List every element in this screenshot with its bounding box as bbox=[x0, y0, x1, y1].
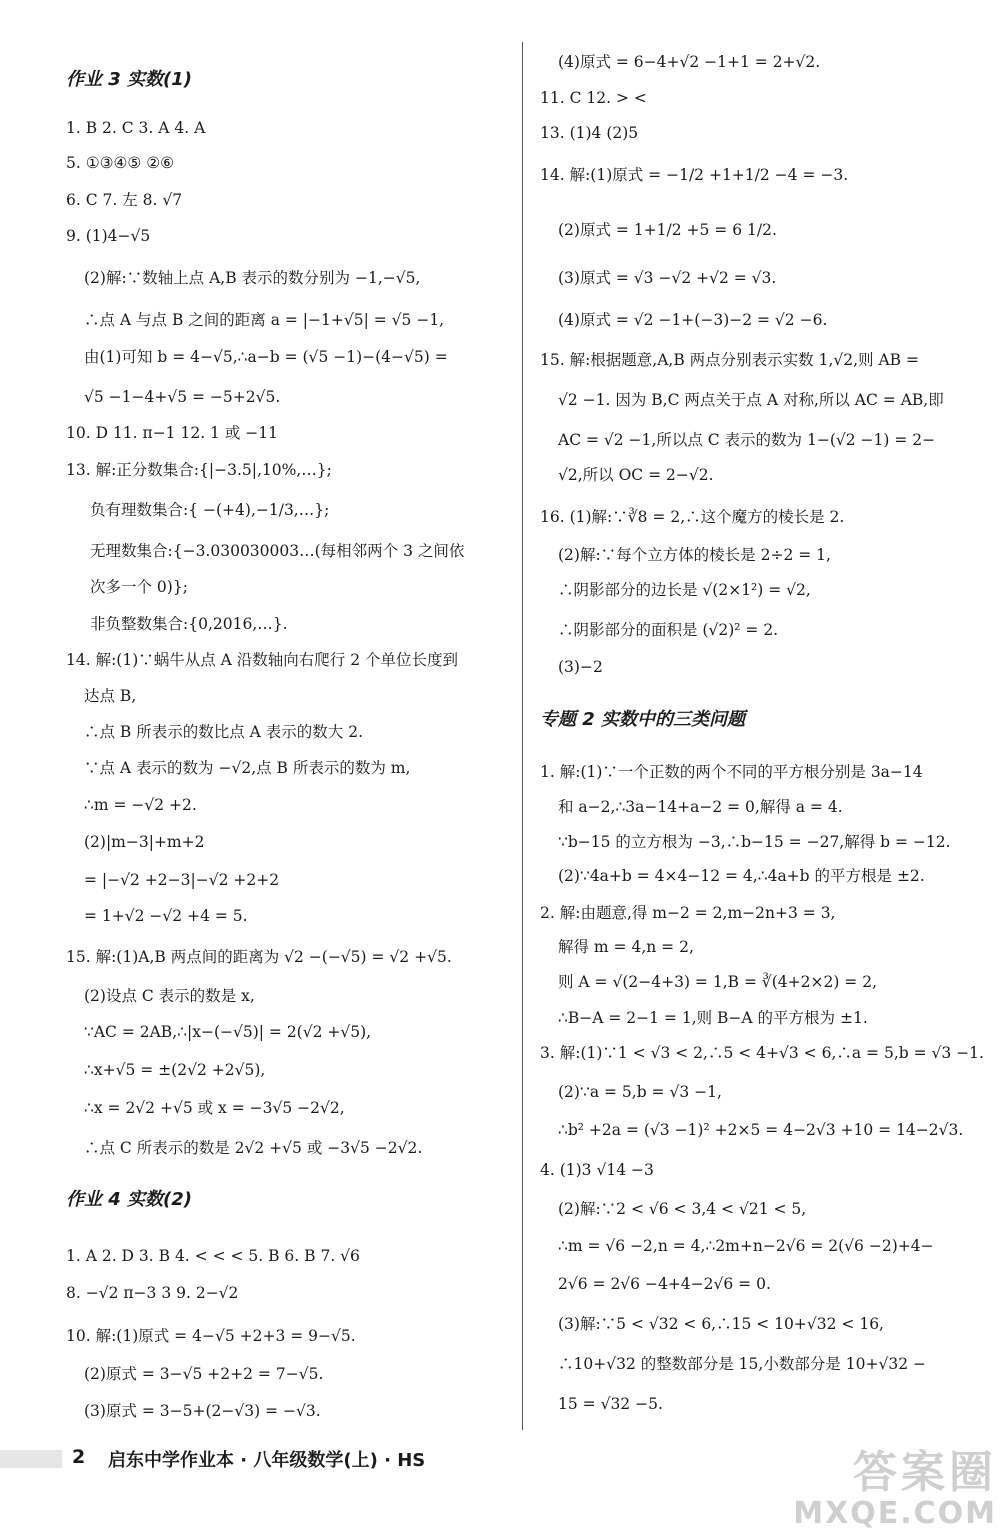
right-column bbox=[540, 0, 1000, 1440]
answer-line: 和 a−2,∴3a−14+a−2 = 0,解得 a = 4. bbox=[558, 798, 843, 816]
answer-line: 8. −√2 π−3 3 9. 2−√2 bbox=[66, 1284, 239, 1302]
answer-line: 6. C 7. 左 8. √7 bbox=[66, 191, 183, 209]
answer-line: ∴x = 2√2 +√5 或 x = −3√5 −2√2, bbox=[84, 1099, 345, 1117]
answer-line: 15. 解:根据题意,A,B 两点分别表示实数 1,√2,则 AB = bbox=[540, 351, 919, 369]
answer-line: √2,所以 OC = 2−√2. bbox=[558, 466, 714, 484]
answer-line: (3)原式 = 3−5+(2−√3) = −√3. bbox=[84, 1402, 321, 1420]
answer-line: 14. 解:(1)原式 = −1/2 +1+1/2 −4 = −3. bbox=[540, 166, 849, 184]
answer-line: 15 = √32 −5. bbox=[558, 1395, 663, 1413]
answer-line: (2)∵4a+b = 4×4−12 = 4,∴4a+b 的平方根是 ±2. bbox=[558, 867, 925, 885]
answer-line: ∴m = −√2 +2. bbox=[84, 796, 197, 814]
answer-line: 1. 解:(1)∵一个正数的两个不同的平方根分别是 3a−14 bbox=[540, 763, 923, 781]
answer-line: 无理数集合:{−3.030030003…(每相邻两个 3 之间依 bbox=[90, 542, 465, 560]
answer-line: ∵AC = 2AB,∴|x−(−√5)| = 2(√2 +√5), bbox=[84, 1023, 372, 1041]
answer-line: ∴B−A = 2−1 = 1,则 B−A 的平方根为 ±1. bbox=[558, 1009, 868, 1027]
answer-line: 13. (1)4 (2)5 bbox=[540, 124, 639, 142]
watermark-logo: 答案圈 bbox=[853, 1447, 997, 1498]
answer-line: √2 −1. 因为 B,C 两点关于点 A 对称,所以 AC = AB,即 bbox=[558, 391, 944, 409]
answer-line: 16. (1)解:∵∛8 = 2,∴这个魔方的棱长是 2. bbox=[540, 508, 845, 526]
column-divider bbox=[522, 42, 523, 1430]
answer-line: ∴阴影部分的边长是 √(2×1²) = √2, bbox=[558, 581, 811, 599]
watermark bbox=[793, 1448, 997, 1530]
answer-line: ∴x+√5 = ±(2√2 +2√5), bbox=[84, 1061, 266, 1079]
answer-line: 3. 解:(1)∵1 < √3 < 2,∴5 < 4+√3 < 6,∴a = 5,b = √3 −1. bbox=[540, 1044, 984, 1062]
answer-line: 次多一个 0)}; bbox=[90, 578, 188, 596]
answer-line: (2)|m−3|+m+2 bbox=[84, 833, 205, 851]
page-number: 2 bbox=[72, 1446, 86, 1468]
answer-line: (4)原式 = 6−4+√2 −1+1 = 2+√2. bbox=[558, 53, 821, 71]
section-heading: 作业 3 实数(1) bbox=[66, 69, 193, 90]
answer-line: 则 A = √(2−4+3) = 1,B = ∛(4+2×2) = 2, bbox=[558, 973, 878, 991]
answer-line: (2)原式 = 3−√5 +2+2 = 7−√5. bbox=[84, 1365, 324, 1383]
answer-line: = 1+√2 −√2 +4 = 5. bbox=[84, 907, 248, 925]
answer-line: (2)∵a = 5,b = √3 −1, bbox=[558, 1083, 722, 1101]
answer-line: 1. B 2. C 3. A 4. A bbox=[66, 119, 206, 137]
answer-line: 10. 解:(1)原式 = 4−√5 +2+3 = 9−√5. bbox=[66, 1327, 356, 1345]
answer-line: = |−√2 +2−3|−√2 +2+2 bbox=[84, 871, 280, 889]
answer-line: 9. (1)4−√5 bbox=[66, 227, 151, 245]
answer-line: 14. 解:(1)∵蜗牛从点 A 沿数轴向右爬行 2 个单位长度到 bbox=[66, 651, 459, 669]
answer-line: 11. C 12. > < bbox=[540, 89, 647, 107]
watermark-site: MXQE.COM bbox=[793, 1496, 997, 1531]
answer-line: (2)设点 C 表示的数是 x, bbox=[84, 987, 255, 1005]
answer-line: 负有理数集合:{ −(+4),−1/3,…}; bbox=[90, 501, 330, 519]
answer-line: 1. A 2. D 3. B 4. < < < 5. B 6. B 7. √6 bbox=[66, 1247, 360, 1265]
answer-line: √5 −1−4+√5 = −5+2√5. bbox=[84, 388, 281, 406]
answer-line: (2)解:∵每个立方体的棱长是 2÷2 = 1, bbox=[558, 546, 831, 564]
answer-line: ∵点 A 表示的数为 −√2,点 B 所表示的数为 m, bbox=[84, 759, 411, 777]
answer-line: 由(1)可知 b = 4−√5,∴a−b = (√5 −1)−(4−√5) = bbox=[84, 348, 448, 366]
answer-line: (2)解:∵数轴上点 A,B 表示的数分别为 −1,−√5, bbox=[84, 269, 421, 287]
answer-line: 10. D 11. π−1 12. 1 或 −11 bbox=[66, 424, 278, 442]
answer-line: 5. ①③④⑤ ②⑥ bbox=[66, 154, 175, 172]
book-title: 启东中学作业本 · 八年级数学(上) · HS bbox=[108, 1450, 426, 1471]
answer-line: ∴10+√32 的整数部分是 15,小数部分是 10+√32 − bbox=[558, 1355, 926, 1373]
answer-line: ∴点 B 所表示的数比点 A 表示的数大 2. bbox=[84, 723, 364, 741]
answer-line: ∴b² +2a = (√3 −1)² +2×5 = 4−2√3 +10 = 14−2√3. bbox=[558, 1121, 964, 1139]
answer-line: ∵b−15 的立方根为 −3,∴b−15 = −27,解得 b = −12. bbox=[558, 833, 951, 851]
answer-line: ∴阴影部分的面积是 (√2)² = 2. bbox=[558, 621, 779, 639]
answer-line: 4. (1)3 √14 −3 bbox=[540, 1161, 654, 1179]
answer-line: (3)原式 = √3 −√2 +√2 = √3. bbox=[558, 269, 777, 287]
answer-line: 达点 B, bbox=[84, 687, 137, 705]
answer-line: (2)解:∵2 < √6 < 3,4 < √21 < 5, bbox=[558, 1200, 807, 1218]
answer-line: (3)解:∵5 < √32 < 6,∴15 < 10+√32 < 16, bbox=[558, 1315, 884, 1333]
answer-line: (3)−2 bbox=[558, 658, 603, 676]
answer-line: 2√6 = 2√6 −4+4−2√6 = 0. bbox=[558, 1275, 771, 1293]
answer-line: (4)原式 = √2 −1+(−3)−2 = √2 −6. bbox=[558, 311, 828, 329]
footer-decoration-bar bbox=[0, 1450, 62, 1468]
answer-line: 15. 解:(1)A,B 两点间的距离为 √2 −(−√5) = √2 +√5. bbox=[66, 948, 452, 966]
answer-line: 13. 解:正分数集合:{|−3.5|,10%,…}; bbox=[66, 461, 332, 479]
answer-line: 解得 m = 4,n = 2, bbox=[558, 938, 694, 956]
answer-line: ∴m = √6 −2,n = 4,∴2m+n−2√6 = 2(√6 −2)+4− bbox=[558, 1237, 934, 1255]
answer-line: AC = √2 −1,所以点 C 表示的数为 1−(√2 −1) = 2− bbox=[558, 431, 936, 449]
answer-line: 非负整数集合:{0,2016,…}. bbox=[90, 615, 288, 633]
left-column bbox=[66, 0, 526, 1440]
answer-line: (2)原式 = 1+1/2 +5 = 6 1/2. bbox=[558, 221, 777, 239]
answer-line: ∴点 C 所表示的数是 2√2 +√5 或 −3√5 −2√2. bbox=[84, 1139, 423, 1157]
section-heading: 专题 2 实数中的三类问题 bbox=[540, 709, 746, 730]
answer-line: ∴点 A 与点 B 之间的距离 a = |−1+√5| = √5 −1, bbox=[84, 311, 445, 329]
answer-line: 2. 解:由题意,得 m−2 = 2,m−2n+3 = 3, bbox=[540, 904, 836, 922]
section-heading: 作业 4 实数(2) bbox=[66, 1189, 193, 1210]
